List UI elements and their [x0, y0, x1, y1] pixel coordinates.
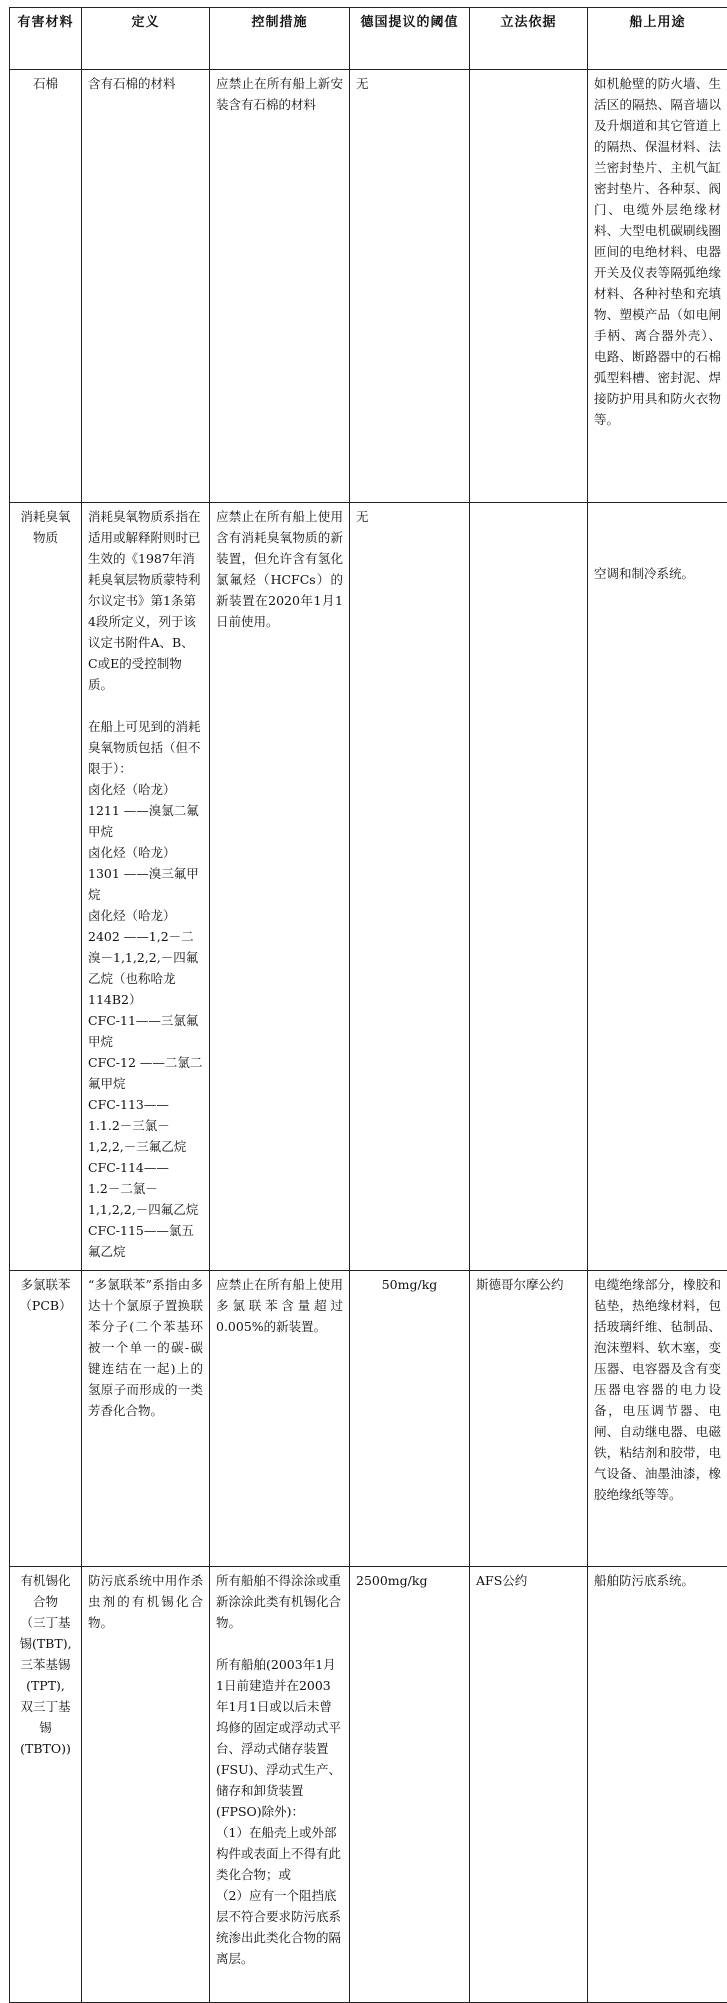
definition-line: 卤化烃（哈龙） [88, 782, 176, 797]
material-line: 双三丁基锡 [20, 1699, 71, 1735]
control-line: （1）在船壳上或外部构件或表面上不得有此类化合物；或 [216, 1825, 342, 1882]
threshold-cell: 2500mg/kg [350, 1567, 470, 2003]
material-cell: 石棉 [10, 70, 82, 503]
definition-cell: “多氯联苯”系指由多达十个氯原子置换联苯分子(二个苯基环被一个单一的碳-碳键连结在一起)上的氢原子而形成的一类芳香化合物。 [82, 1271, 210, 1567]
definition-line: 卤化烃（哈龙） [88, 845, 176, 860]
definition-line: CFC-115——氯五氟乙烷 [88, 1223, 194, 1259]
usage-cell: 船舶防污底系统。 [588, 1567, 727, 2003]
header-control: 控制措施 [210, 8, 350, 70]
material-cell [10, 1567, 82, 2003]
definition-cell [82, 503, 210, 1271]
material-line: (TPT), [26, 1678, 65, 1693]
definition-cell: 含有石棉的材料 [82, 70, 210, 503]
paragraph-gap [216, 1633, 343, 1654]
definition-line: CFC-113—— [88, 1097, 169, 1112]
table-row-ozone-depleting [10, 503, 727, 1271]
material-line: （三丁基锡(TBT), [19, 1615, 72, 1651]
table-row-asbestos [10, 70, 727, 503]
control-cell: 应禁止在所有船上使用多氯联苯含量超过0.005%的新装置。 [210, 1271, 350, 1567]
legal-basis-cell: AFS公约 [470, 1567, 588, 2003]
control-line: 所有船舶(2003年1月1日前建造并在2003年1月1日或以后未曾坞修的固定或浮动式平台、浮动式储存装置(FSU)、浮动式生产、储存和卸货装置(FPSO)除外)： [216, 1657, 342, 1819]
legal-basis-cell [470, 70, 588, 503]
definition-cell: 防污底系统中用作杀虫剂的有机锡化合物。 [82, 1567, 210, 2003]
definition-line: 消耗臭氧物质系指在适用或解释附则时已生效的《1987年消耗臭氧层物质蒙特利尔议定书》第1条第4段所定义，列于该议定书附件A、B、C或E的受控制物质。 [88, 509, 201, 692]
definition-line: CFC-12 ——二氯二氟甲烷 [88, 1055, 203, 1091]
definition-line: 1301 ——溴三氟甲烷 [88, 866, 199, 902]
definition-line: 1211 ——溴氯二氟甲烷 [88, 803, 199, 839]
threshold-cell: 无 [350, 503, 470, 1271]
paragraph-gap [88, 695, 203, 716]
header-legal-basis: 立法依据 [470, 8, 588, 70]
material-line: 三苯基锡 [20, 1657, 71, 1672]
threshold-cell: 无 [350, 70, 470, 503]
material-cell: 多氯联苯（PCB） [10, 1271, 82, 1567]
material-line: (TBTO)) [20, 1741, 71, 1756]
control-cell [210, 1567, 350, 2003]
header-material: 有害材料 [10, 8, 82, 70]
header-threshold: 德国提议的阈值 [350, 8, 470, 70]
threshold-cell: 50mg/kg [350, 1271, 470, 1567]
table-header-row [10, 8, 727, 70]
hazardous-materials-table [9, 7, 727, 2003]
legal-basis-cell: 斯德哥尔摩公约 [470, 1271, 588, 1567]
usage-cell: 如机舱壁的防火墙、生活区的隔热、隔音墙以及升烟道和其它管道上的隔热、保温材料、法兰密封垫片、主机气缸密封垫片、各种泵、阀门、电缆外层绝缘材料、大型电机碳刷线圈匝间的电绝材料、电器开关及仪表等隔弧绝缘材料、各种衬垫和充填物、塑模产品（如电闸手柄、离合器外壳）、电路、断路器中的石棉弧型料槽、密封泥、焊接防护用具和防火衣物等。 [588, 70, 727, 503]
control-line: （2）应有一个阻挡底层不符合要求防污底系统渗出此类化合物的隔离层。 [216, 1888, 342, 1966]
material-cell: 消耗臭氧物质 [10, 503, 82, 1271]
material-line: 有机锡化合物 [20, 1573, 71, 1609]
usage-cell: 电缆绝缘部分，橡胶和毡垫，热绝缘材料，包括玻璃纤维、毡制品、泡沫塑料、软木塞，变压器、电容器及含有变压器电容器的电力设备，电压调节器、电闸、自动继电器、电磁铁，粘结剂和胶带，电气设备、油墨油漆，橡胶绝缘纸等等。 [588, 1271, 727, 1567]
definition-line: 1.1.2－三氯－1,2,2,－三氟乙烷 [88, 1118, 187, 1154]
table-row-pcb [10, 1271, 727, 1567]
definition-line: 卤化烃（哈龙） [88, 908, 176, 923]
control-cell: 应禁止在所有船上使用含有消耗臭氧物质的新装置，但允许含有氢化氯氟烃（HCFCs）的新装置在2020年1月1日前使用。 [210, 503, 350, 1271]
control-cell: 应禁止在所有船上新安装含有石棉的材料 [210, 70, 350, 503]
control-line: 所有船舶不得涂涂或重新涂涂此类有机锡化合物。 [216, 1573, 342, 1630]
usage-cell: 空调和制冷系统。 [588, 503, 727, 1271]
table-row-organotin [10, 1567, 727, 2003]
definition-line: 2402 ——1,2－二溴－1,1,2,2,－四氟乙烷（也称哈龙114B2） [88, 929, 199, 1007]
header-definition: 定义 [82, 8, 210, 70]
header-usage: 船上用途 [588, 8, 727, 70]
legal-basis-cell [470, 503, 588, 1271]
definition-line: CFC-11——三氯氟甲烷 [88, 1013, 199, 1049]
definition-line: 1.2－二氯－1,1,2,2,－四氟乙烷 [88, 1181, 199, 1217]
definition-line: 在船上可见到的消耗臭氧物质包括（但不限于）： [88, 719, 201, 776]
definition-line: CFC-114—— [88, 1160, 169, 1175]
